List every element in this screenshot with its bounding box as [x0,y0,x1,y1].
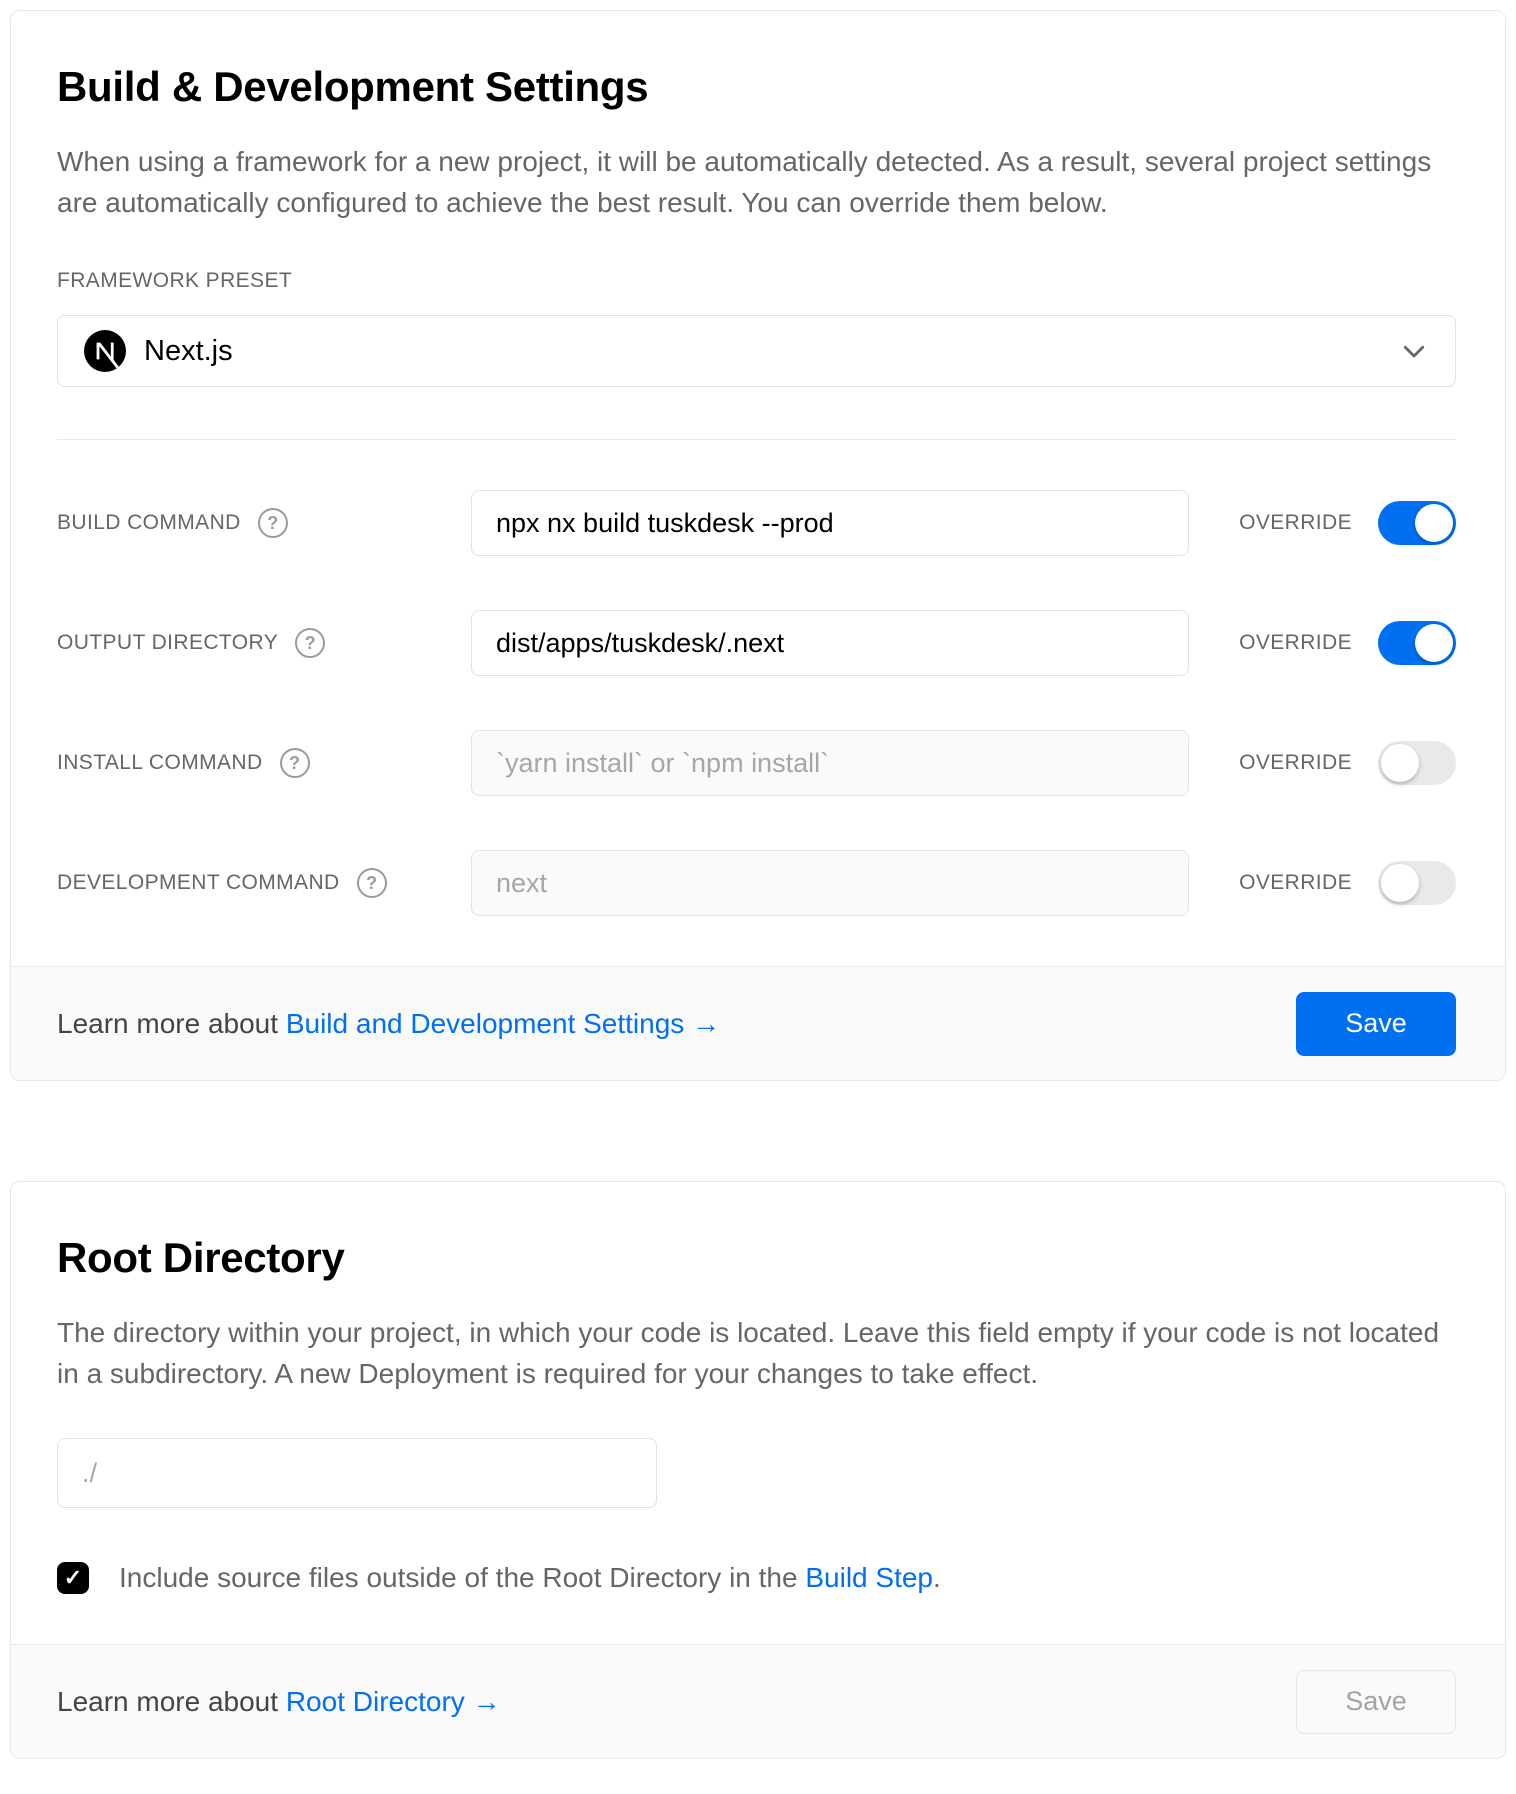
build-settings-docs-link[interactable]: Build and Development Settings → [285,1007,721,1039]
output-directory-label: OUTPUT DIRECTORY [57,631,279,654]
development-command-override-toggle[interactable] [1378,861,1456,905]
include-source-files-checkbox[interactable] [57,1562,89,1594]
root-directory-input[interactable] [57,1438,657,1508]
install-command-label: INSTALL COMMAND [57,751,263,774]
override-label: OVERRIDE [1239,871,1352,894]
help-icon[interactable]: ? [295,628,325,658]
framework-preset-value: Next.js [144,334,233,367]
root-directory-description: The directory within your project, in which your code is located. Leave this field empty if your code is not located in a subdirectory. A new Deployment is required for your changes to take effect. [57,1317,1440,1389]
root-directory-title: Root Directory [57,1234,345,1281]
build-command-row [57,490,1456,556]
install-command-input [471,730,1189,796]
help-icon[interactable]: ? [357,868,387,898]
override-label: OVERRIDE [1239,511,1352,534]
development-command-input [471,850,1189,916]
build-settings-title: Build & Development Settings [57,63,649,110]
include-source-files-label: Include source files outside of the Root Directory in the Build Step. [119,1562,941,1593]
root-directory-footer [11,1644,1505,1758]
build-step-link[interactable]: Build Step [805,1562,933,1593]
install-command-override-toggle[interactable] [1378,741,1456,785]
toggle-knob [1415,624,1453,662]
development-command-label: DEVELOPMENT COMMAND [57,871,340,894]
output-directory-row [57,610,1456,676]
build-settings-footer [11,966,1505,1080]
build-command-input[interactable] [471,490,1189,556]
build-settings-card [10,10,1506,1081]
save-button[interactable]: Save [1296,992,1456,1056]
learn-more-text [57,1008,720,1040]
toggle-knob [1415,504,1453,542]
check-icon: ✓ [63,1565,83,1590]
install-command-row [57,730,1456,796]
nextjs-logo-icon [84,330,126,372]
build-command-override-toggle[interactable] [1378,501,1456,545]
output-directory-override-toggle[interactable] [1378,621,1456,665]
root-directory-card [10,1181,1506,1759]
build-settings-description: When using a framework for a new project, it will be automatically detected. As a result, several project settings are automatically configured to achieve the best result. You can override them below. [57,146,1432,218]
include-source-files-row [57,1562,1456,1594]
learn-more-prefix: Learn more about [57,1007,279,1039]
override-label: OVERRIDE [1239,631,1352,654]
output-directory-input[interactable] [471,610,1189,676]
divider [57,439,1456,440]
toggle-knob [1381,864,1419,902]
chevron-down-icon [1399,336,1429,366]
arrow-right-icon: → [472,1685,501,1717]
arrow-right-icon: → [692,1007,721,1039]
help-icon[interactable]: ? [280,748,310,778]
learn-more-prefix: Learn more about [57,1685,279,1717]
learn-more-text [57,1686,501,1718]
build-command-label: BUILD COMMAND [57,511,241,534]
framework-preset-select[interactable] [57,315,1456,387]
root-directory-docs-link[interactable]: Root Directory → [285,1685,501,1717]
help-icon[interactable]: ? [258,508,288,538]
override-label: OVERRIDE [1239,751,1352,774]
toggle-knob [1381,744,1419,782]
save-button-disabled: Save [1296,1670,1456,1734]
development-command-row [57,850,1456,916]
framework-preset-label: FRAMEWORK PRESET [57,269,293,292]
